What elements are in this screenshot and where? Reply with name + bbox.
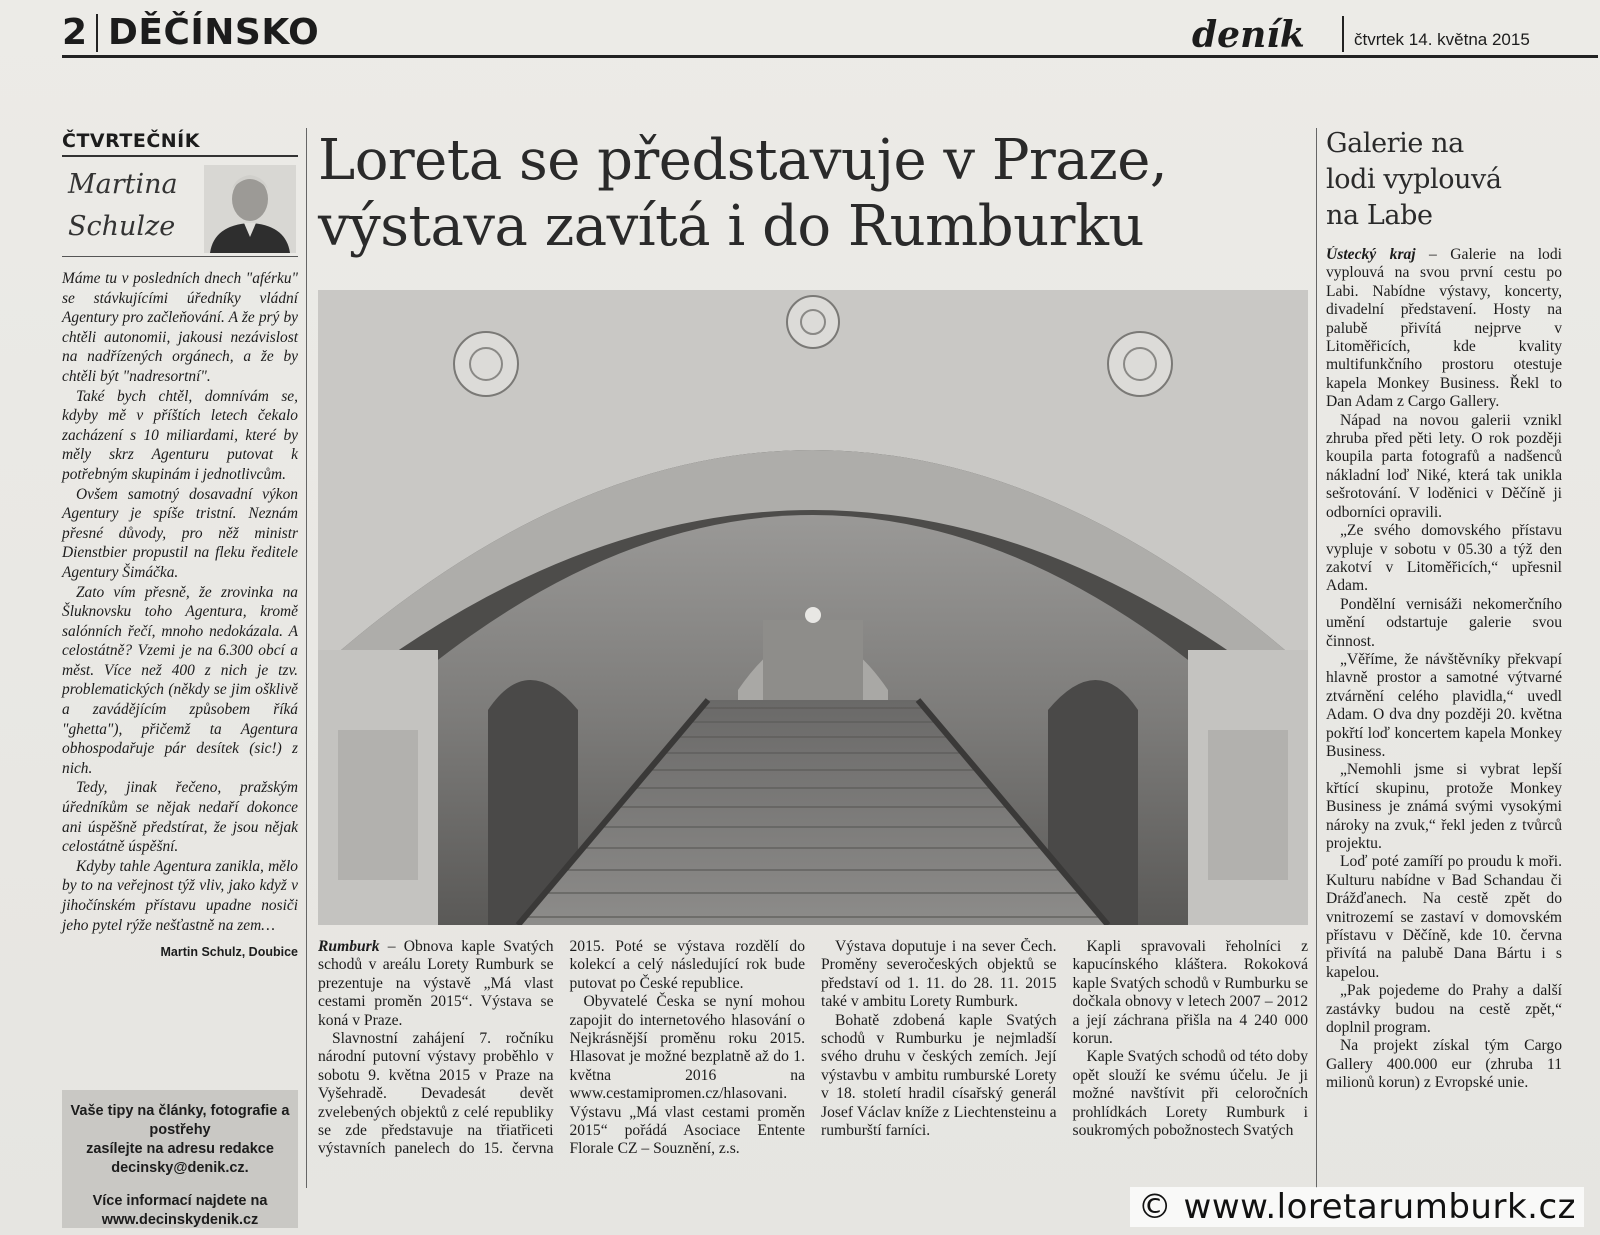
- opinion-column: [62, 130, 298, 959]
- author-last-name: Schulze: [68, 211, 176, 242]
- author-first-name: Martina: [68, 169, 178, 200]
- tips-line: Vaše tipy na články, fotografie a postřehy: [70, 1103, 290, 1138]
- column-divider: [1316, 128, 1317, 1188]
- article-paragraph: Slavnostní zahájení 7. ročníku národní putovní výstavy proběhlo v sobotu 9. května 2015 v Praze na Vyšehradě. Devadesát devět zvelebených objektů z celé republiky se zde představuje na třiatřiceti výstavních panelech do 15. června 2015. Poté se výstava rozdělí do kolekcí a celý následující rok bude putovat po České republice.: [318, 938, 805, 1158]
- author-photo: [204, 165, 296, 253]
- column-divider: [306, 128, 307, 1188]
- section-name: DĚČÍNSKO: [108, 12, 320, 53]
- headline-line: Loreta se představuje v Praze,: [318, 128, 1168, 193]
- main-headline: [318, 128, 1308, 260]
- side-paragraph: „Věříme, že návštěvníky překvapí hlavně prostor a samotné výtvarné ztvárnění celého plavidla,“ uvedl Adam. O dva dny později 20. května pokřtí loď koncertem kapela Monkey Business.: [1326, 650, 1562, 760]
- side-article: [1326, 126, 1562, 1186]
- article-paragraph: Bohatě zdobená kaple Svatých schodů v Rumburku je nejmladší svého druhu v českých zemích. Její výstavbu v ambitu rumburské Lorety v 18. století hradil císařský generál Josef Václav kníže z Liechtensteinu a rumburští farníci.: [821, 1011, 1057, 1140]
- reader-tips-box: [62, 1090, 298, 1228]
- column-paragraph: Také bych chtěl, domnívám se, kdyby mě v příštích letech čekalo zacházení s 10 miliardami, které by měly skrz Agenturu putovat k potřebným skupinám i jednotlivcům.: [62, 387, 298, 483]
- masthead-divider: [96, 14, 98, 52]
- side-paragraph: Na projekt získal tým Cargo Gallery 400.000 eur (zhruba 11 milionů korun) z Evropské unie.: [1326, 1037, 1562, 1092]
- chapel-photo: [318, 290, 1308, 925]
- side-paragraph: Ústecký kraj – Galerie na lodi vyplouvá na svou první cestu po Labi. Nabídne výstavy, koncerty, divadelní představení. Hosty na palubě přivítá nejprve v Litoměřicích, kde kvality multifunkčního prostoru otestuje kapela Monkey Business. Řekl to Dan Adam z Cargo Gallery.: [1326, 246, 1562, 411]
- column-paragraph: Zato vím přesně, že zrovinka na Šluknovsku toho Agentura, kromě salónních řečí, mnoho nedokázala. A celostátně? Vzemi je na 6.300 obcí a měst. Více než 400 z nich je tzv. problematických (někdy se jim ošklivě a zavádějícím způsobem říká "ghetta"), přičemž ta Agentura obhospodařuje pár desítek (sic!) z nich.: [62, 583, 298, 777]
- side-headline: [1326, 126, 1562, 234]
- tips-line: Více informací najdete na: [92, 1193, 268, 1209]
- page-number: 2: [62, 12, 88, 53]
- column-signature: Martin Schulz, Doubice: [160, 945, 298, 960]
- article-paragraph: Výstava doputuje i na sever Čech. Proměny severočeských objektů se představí od 1. 11. do 28. 11. 2015 také v ambitu Lorety Rumburk.: [821, 938, 1057, 1011]
- column-paragraph: Tedy, jinak řečeno, pražským úředníkům se nějak nedaří dokonce ani úspěšně předstírat, že jsou nějak celostátně úspěšní.: [62, 779, 298, 856]
- side-paragraph: Nápad na novou galerii vznikl zhruba před pěti lety. O rok později koupila parta fotografů a nadšenců nákladní loď Niké, která tak unikla sešrotování. V loděnici v Děčíně ji odborníci opravili.: [1326, 411, 1562, 521]
- column-text: [62, 269, 298, 935]
- author-box: [62, 161, 298, 257]
- tips-email: decinsky@denik.cz.: [111, 1160, 249, 1176]
- column-paragraph: Kdyby tahle Agentura zanikla, mělo by to na veřejnost týž vliv, jako když v jihočínském přístavu upadne nosiči jeho pytel rýže nešťastně na zem…: [62, 857, 298, 934]
- watermark: © www.loretarumburk.cz: [1130, 1187, 1584, 1227]
- side-paragraph: „Nemohli jsme si vybrat lepší křtící skupinu, protože Monkey Business je známá svými vysokými nároky na zvuk,“ řekl jeden z tvůrců projektu.: [1326, 761, 1562, 852]
- brand-logo: deník: [1192, 14, 1305, 56]
- side-paragraph: Pondělní vernisáži nekomerčního umění odstartuje galerie svou činnost.: [1326, 595, 1562, 650]
- column-paragraph: Ovšem samotný dosavadní výkon Agentury je spíše tristní. Neznám přesné důvody, pro něž ministr Dienstbier propustil na fleku ředitele Agentury Šimáčka.: [62, 485, 298, 581]
- side-paragraph: „Ze svého domovského přístavu vypluje v sobotu v 05.30 a týž den zakotví v Litoměřicích,“ upřesnil Adam.: [1326, 522, 1562, 595]
- side-article-text: [1326, 246, 1562, 1186]
- article-body: [318, 938, 1308, 1190]
- column-paragraph: Máme tu v posledních dnech "aférku" se stávkujícími úředníky vládní Agentury pro začleňování. A že prý by chtěli autonomii, jakousi nezávislost na nadřízených orgánech, a že by chtěli být "nadresortní".: [62, 270, 298, 385]
- side-paragraph: Loď poté zamíří po proudu k moři. Kulturu nabídne v Bad Schandau či Drážďanech. Na cestě zpět do vnitrozemí se zastaví v domovském přístavu v Děčíně, kde 10. června přivítá na palubě Dana Bártu i s kapelou.: [1326, 853, 1562, 981]
- tips-line: zasílejte na adresu redakce: [86, 1141, 274, 1157]
- article-paragraph: Obyvatelé Česka se nyní mohou zapojit do internetového hlasování o Nejkrásnější proměnu roku 2015. Hlasovat je možné bezplatně až do 1. května 2016 na www.cestamipromen.cz/hlasovani. Výstavu „Má vlast cestami proměn 2015“ pořádá Asociace Entente Florale CZ – Souznění, z.s.: [569, 993, 805, 1158]
- article-paragraph: Rumburk – Obnova kaple Svatých schodů v areálu Lorety Rumburk se prezentuje na výstavě „Má vlast cestami proměn 2015“. Výstava se koná v Praze.: [318, 938, 554, 1029]
- column-kicker: ČTVRTEČNÍK: [62, 130, 298, 157]
- side-headline-line: lodi vyplouvá: [1326, 164, 1502, 195]
- side-paragraph: „Pak pojedeme do Prahy a další zastávky budou na cestě zpět,“ doplnil program.: [1326, 982, 1562, 1037]
- tips-website: www.decinskydenik.cz: [101, 1212, 259, 1228]
- dateline: Rumburk: [318, 938, 380, 955]
- side-headline-line: Galerie na: [1326, 128, 1464, 159]
- headline-line: výstava zavítá i do Rumburku: [318, 194, 1144, 259]
- article-paragraph: Kapli spravovali řeholníci z kapucínského kláštera. Rokoková kaple Svatých schodů v Rumburku se dočkala obnovy v letech 2007 – 2012 a její záchrana přišla na 4 240 000 korun.: [1072, 938, 1308, 1048]
- masthead: [62, 8, 1598, 58]
- masthead-divider: [1342, 16, 1344, 52]
- side-headline-line: na Labe: [1326, 200, 1433, 231]
- side-dateline: Ústecký kraj: [1326, 246, 1416, 263]
- article-paragraph: Kaple Svatých schodů od této doby opět slouží ke svému účelu. Je ji možné navštívit při celoročních prohlídkách Lorety Rumburk i soukromých pobožnostech Svatých: [1072, 1048, 1308, 1140]
- issue-date: čtvrtek 14. května 2015: [1354, 30, 1530, 49]
